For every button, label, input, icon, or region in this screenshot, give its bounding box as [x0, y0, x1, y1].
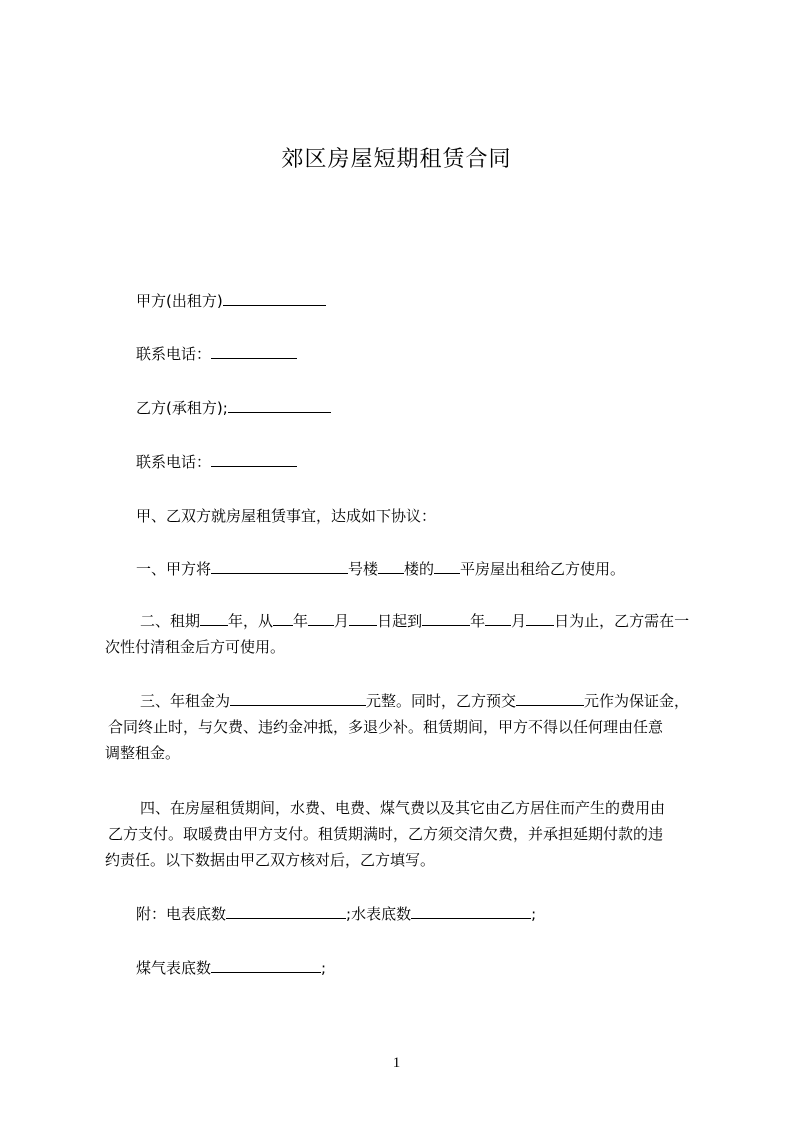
- clause-1: [136, 559, 625, 579]
- water-meter-blank[interactable]: [411, 904, 531, 919]
- party-b-blank[interactable]: [228, 398, 331, 413]
- clause-3-rent-blank[interactable]: [230, 691, 366, 706]
- appendix-text-b: ;水表底数: [346, 905, 412, 923]
- gas-line: [136, 958, 326, 978]
- clause-4-line-2: 乙方支付。取暖费由甲方支付。租赁期满时，乙方须交清欠费，并承担延期付款的违: [108, 825, 664, 843]
- clause-2-text-e: 日起到: [377, 612, 423, 630]
- document-title: 郊区房屋短期租赁合同: [281, 147, 512, 172]
- phone-2-blank[interactable]: [211, 452, 297, 467]
- appendix-line: [136, 904, 536, 924]
- clause-1-area-blank[interactable]: [434, 559, 460, 574]
- party-b-line: [136, 398, 331, 418]
- clause-3-line-3: 调整租金。: [105, 744, 181, 762]
- clause-2-end-day-blank[interactable]: [526, 611, 554, 626]
- page-number: 1: [392, 1055, 401, 1071]
- gas-text-a: 煤气表底数: [136, 959, 212, 977]
- clause-1-floor-blank[interactable]: [378, 559, 404, 574]
- clause-2-text-h: 日为止，乙方需在一: [554, 612, 690, 630]
- clause-2-end-year-blank[interactable]: [422, 611, 470, 626]
- clause-3-deposit-blank[interactable]: [516, 691, 584, 706]
- phone-1-line: [136, 344, 297, 364]
- phone-2-line: [136, 452, 297, 472]
- clause-2-text-c: 年: [293, 612, 309, 630]
- clause-1-text-c: 楼的: [404, 560, 435, 578]
- clause-2-text-a: 二、租期: [140, 612, 201, 630]
- electric-meter-blank[interactable]: [226, 904, 346, 919]
- clause-1-text-a: 一、甲方将: [136, 560, 212, 578]
- clause-2-start-month-blank[interactable]: [308, 611, 334, 626]
- clause-3-text-c: 元作为保证金，: [584, 692, 690, 710]
- clause-3-text-b: 元整。同时，乙方预交: [366, 692, 517, 710]
- clause-2-text-g: 月: [511, 612, 527, 630]
- appendix-text-a: 附：电表底数: [136, 905, 227, 923]
- phone-1-label: 联系电话：: [136, 345, 212, 363]
- clause-2-start-day-blank[interactable]: [349, 611, 377, 626]
- party-a-line: [136, 291, 326, 311]
- clause-3-line-2: 合同终止时，与欠费、违约金冲抵，多退少补。租赁期间，甲方不得以任何理由任意: [108, 718, 664, 736]
- clause-1-text-b: 号楼: [348, 560, 379, 578]
- party-b-label: 乙方(承租方);: [136, 399, 228, 417]
- clause-2-end-month-blank[interactable]: [485, 611, 511, 626]
- clause-2-line-1: [140, 611, 689, 631]
- clause-2-text-d: 月: [334, 612, 350, 630]
- intro-paragraph: 甲、乙双方就房屋租赁事宜，达成如下协议：: [136, 507, 437, 525]
- clause-3-line-1: [140, 691, 689, 711]
- gas-text-b: ;: [321, 959, 327, 977]
- gas-meter-blank[interactable]: [211, 958, 321, 973]
- clause-1-text-d: 平房屋出租给乙方使用。: [460, 560, 626, 578]
- clause-2-years-blank[interactable]: [200, 611, 228, 626]
- appendix-text-c: ;: [531, 905, 537, 923]
- clause-2-text-b: 年，从: [228, 612, 274, 630]
- clause-4-line-3: 约责任。以下数据由甲乙双方核对后，乙方填写。: [105, 851, 436, 869]
- clause-3-text-a: 三、年租金为: [140, 692, 231, 710]
- clause-2-line-2: 次性付清租金后方可使用。: [105, 638, 286, 656]
- party-a-blank[interactable]: [223, 291, 326, 306]
- clause-2-text-f: 年: [470, 612, 486, 630]
- phone-2-label: 联系电话：: [136, 453, 212, 471]
- phone-1-blank[interactable]: [211, 344, 297, 359]
- party-a-label: 甲方(出租方): [136, 292, 223, 310]
- clause-1-building-blank[interactable]: [211, 559, 348, 574]
- clause-2-start-year-blank[interactable]: [273, 611, 293, 626]
- clause-4-line-1: 四、在房屋租赁期间，水费、电费、煤气费以及其它由乙方居住而产生的费用由: [140, 799, 666, 817]
